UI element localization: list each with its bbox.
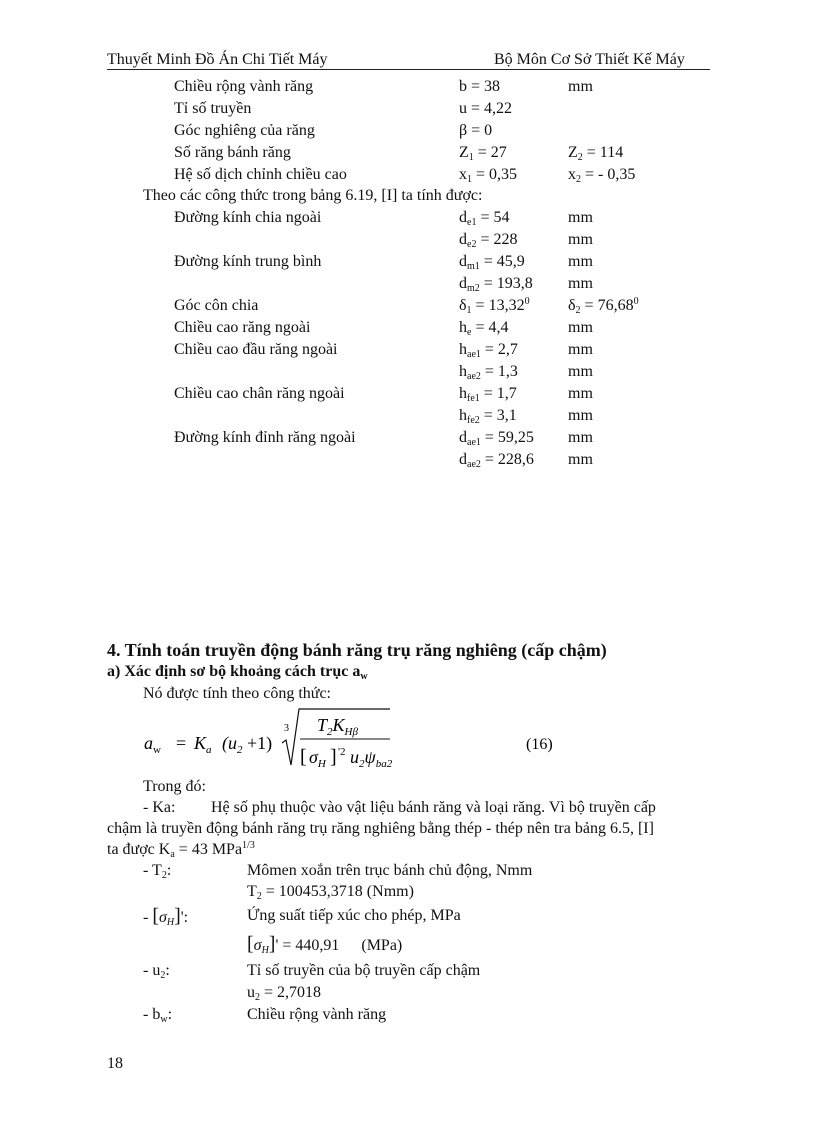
calc-intro: Nó được tính theo công thức: xyxy=(143,685,331,702)
result-row xyxy=(0,229,816,251)
param-row xyxy=(0,120,816,142)
result-unit: mm xyxy=(568,429,593,446)
bracket-open: [ xyxy=(300,746,307,768)
den-u: $u_2\psi_{ba2}$ xyxy=(350,747,393,770)
page-number: 18 xyxy=(107,1055,123,1072)
result-unit: mm xyxy=(568,385,593,402)
result-value: $d_{ae2} = 228,6$ xyxy=(459,451,534,470)
result-value: $h_{ae1} = 2,7$ xyxy=(459,341,518,360)
formula-16 xyxy=(140,703,600,775)
result-value: $d_{m1} = 45,9$ xyxy=(459,253,525,272)
result-row xyxy=(0,251,816,273)
param-label: Số răng bánh răng xyxy=(174,144,291,161)
result-unit: mm xyxy=(568,451,593,468)
formula-svg xyxy=(140,703,600,775)
result-value: $h_e = 4,4$ xyxy=(459,319,509,338)
result-row xyxy=(0,427,816,449)
param-value: u = 4,22 xyxy=(459,100,513,117)
result-label: Góc côn chia xyxy=(174,297,259,314)
result-row xyxy=(0,339,816,361)
ka-label: - Ka: xyxy=(143,799,176,816)
sigma-label: - $[\sigma_H]'$: xyxy=(143,905,189,928)
result-value: $h_{fe1} = 1,7$ xyxy=(459,385,517,404)
param-row xyxy=(0,98,816,120)
result-label: Chiều cao đầu răng ngoài xyxy=(174,341,338,358)
result-label: Chiều cao răng ngoài xyxy=(174,319,311,336)
result-row xyxy=(0,207,816,229)
result-value: $h_{ae2} = 1,3$ xyxy=(459,363,518,382)
param-label: Tỉ số truyền xyxy=(174,100,252,117)
param-row xyxy=(0,142,816,164)
t2-desc: Mômen xoắn trên trục bánh chủ động, Nmm xyxy=(247,862,533,879)
param-value: b = 38 xyxy=(459,78,501,95)
den-sup: '2 xyxy=(338,746,346,758)
result-row xyxy=(0,405,816,427)
result-unit: mm xyxy=(568,253,593,270)
result-row xyxy=(0,317,816,339)
param-value: $Z_1 = 27$ xyxy=(459,144,507,163)
ka-desc: Hệ số phụ thuộc vào vật liệu bánh răng và loại răng. Vì bộ truyền cấp xyxy=(211,799,656,816)
param-value-2: $x_2$ = - 0,35 xyxy=(568,166,636,185)
den-sigma: $\sigma_H$ xyxy=(309,747,326,770)
result-unit: mm xyxy=(568,363,593,380)
result-unit: mm xyxy=(568,231,593,248)
bracket-close: ] xyxy=(330,746,337,768)
param-label: Hệ số dịch chỉnh chiều cao xyxy=(174,166,347,183)
header-left: Thuyết Minh Đồ Án Chi Tiết Máy xyxy=(107,51,328,68)
formula-paren: $(u_2 +1)$ xyxy=(222,733,273,756)
result-unit: mm xyxy=(568,319,593,336)
root-index: 3 xyxy=(284,723,289,734)
header-rule xyxy=(107,69,710,70)
param-label: Góc nghiêng của răng xyxy=(174,122,315,139)
result-value: $h_{fe2} = 3,1$ xyxy=(459,407,517,426)
result-label: Chiều cao chân răng ngoài xyxy=(174,385,345,402)
u2-desc: Tỉ số truyền của bộ truyền cấp chậm xyxy=(247,962,481,979)
subsection-title: a) Xác định sơ bộ khoảng cách trục $a_w$ xyxy=(107,663,368,682)
result-row xyxy=(0,295,816,317)
param-value: β = 0 xyxy=(459,122,493,139)
u2-value: $u_2 = 2,7018$ xyxy=(247,984,322,1003)
param-unit: mm xyxy=(568,78,593,95)
result-unit: mm xyxy=(568,275,593,292)
header-right: Bộ Môn Cơ Sở Thiết Kế Máy xyxy=(494,51,685,68)
section-title: 4. Tính toán truyền động bánh răng trụ răng nghiêng (cấp chậm) xyxy=(107,640,607,660)
formula-ka: $K_a$ xyxy=(194,733,212,756)
result-label: Đường kính chia ngoài xyxy=(174,209,322,226)
where-label: Trong đó: xyxy=(143,778,206,795)
t2-value: $T_2 = 100453,3718$ (Nmm) xyxy=(247,883,414,902)
ka-desc-3: ta được $K_a = 43$ MPa$^{1/3}$ xyxy=(107,840,255,860)
intro-line xyxy=(0,185,816,207)
result-value: $d_{ae1} = 59,25$ xyxy=(459,429,534,448)
bw-label: - $b_w$: xyxy=(143,1006,173,1025)
result-value-2: $\delta_2 = 76,68^0$ xyxy=(568,296,639,316)
ka-desc-2: chậm là truyền động bánh răng trụ răng nghiêng bằng thép - thép nên tra bảng 6.5, [I] xyxy=(107,820,654,837)
result-unit: mm xyxy=(568,407,593,424)
result-label: Đường kính trung bình xyxy=(174,253,322,270)
result-value: $d_{m2} = 193,8$ xyxy=(459,275,533,294)
formula-lhs: $a_w$ xyxy=(144,733,161,756)
param-row xyxy=(0,164,816,186)
t2-label: - $T_2$: xyxy=(143,862,172,881)
result-row xyxy=(0,383,816,405)
sigma-value: $[\sigma_H]' = 440,91$ (MPa) xyxy=(247,933,403,956)
intro-text: Theo các công thức trong bảng 6.19, [I] ta tính được: xyxy=(143,187,483,204)
param-value: $x_1 = 0,35$ xyxy=(459,166,518,185)
result-value: $d_{e2} = 228$ xyxy=(459,231,518,250)
formula-numerator: $T_2K_{H\beta}$ xyxy=(317,715,358,738)
u2-label: - $u_2$: xyxy=(143,962,170,981)
param-row xyxy=(0,76,816,98)
result-value: $\delta_1 = 13,32^0$ xyxy=(459,296,530,316)
result-value: $d_{e1} = 54$ xyxy=(459,209,510,228)
result-unit: mm xyxy=(568,341,593,358)
equation-number: (16) xyxy=(526,736,553,753)
result-row xyxy=(0,273,816,295)
result-unit: mm xyxy=(568,209,593,226)
result-label: Đường kính đỉnh răng ngoài xyxy=(174,429,356,446)
sigma-desc: Ứng suất tiếp xúc cho phép, MPa xyxy=(247,907,461,924)
param-value-2: $Z_2 = 114$ xyxy=(568,144,624,163)
formula-eq: = xyxy=(176,733,187,753)
param-label: Chiều rộng vành răng xyxy=(174,78,314,95)
result-row xyxy=(0,449,816,471)
bw-desc: Chiều rộng vành răng xyxy=(247,1006,387,1023)
result-row xyxy=(0,361,816,383)
